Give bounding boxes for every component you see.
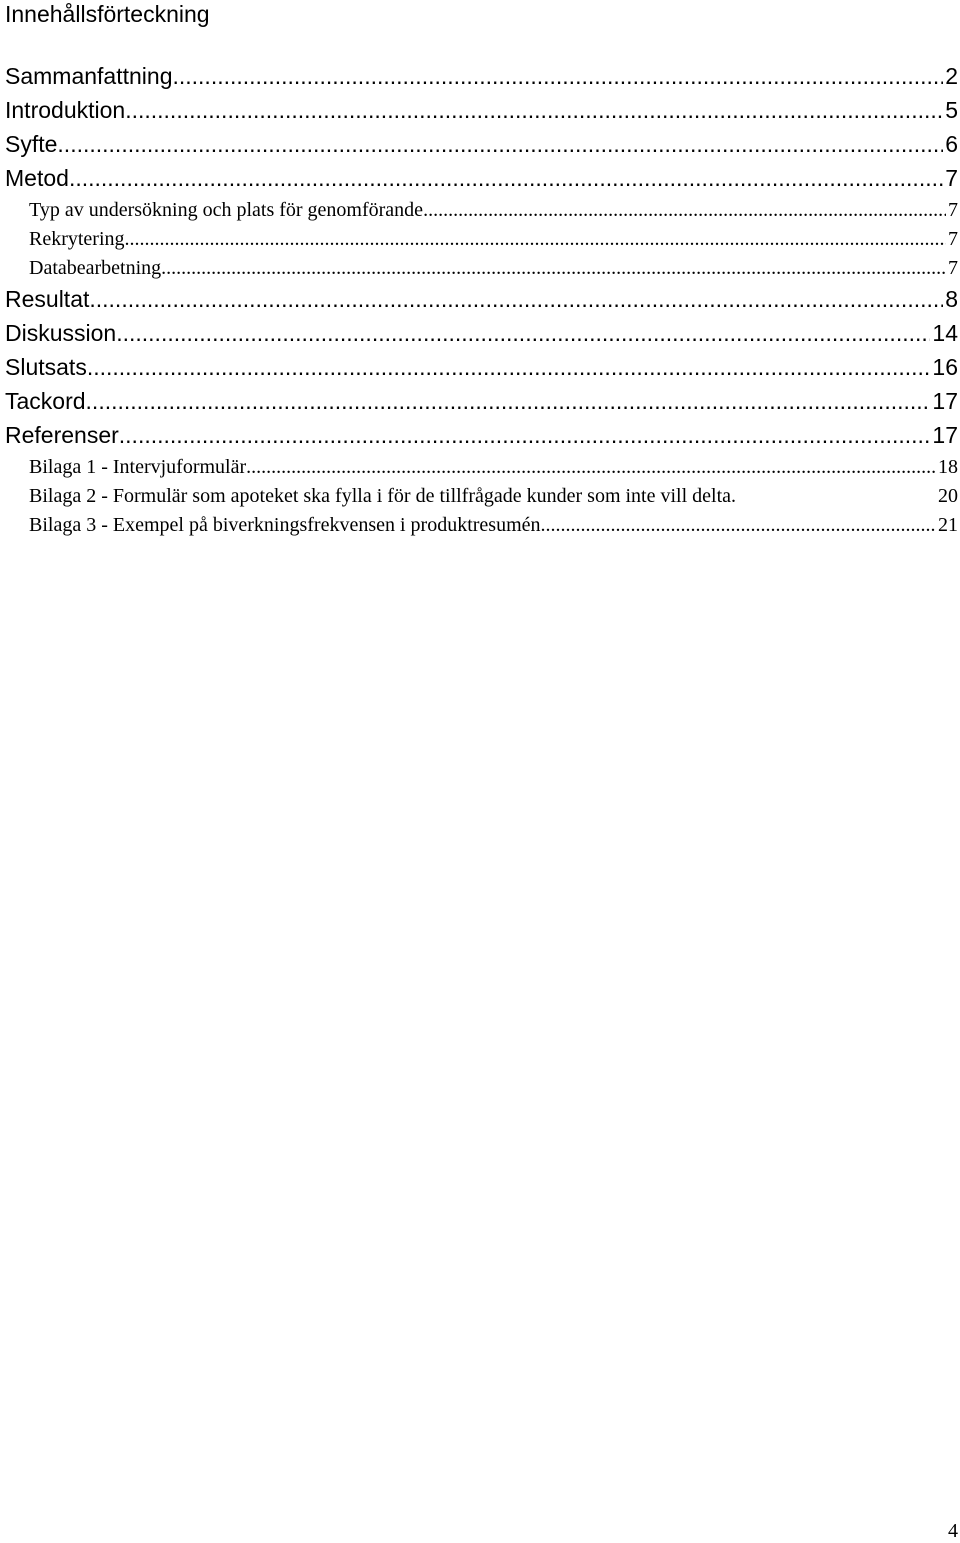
toc-entry-title: Resultat (5, 286, 90, 312)
toc-entry-title: Bilaga 1 - Intervjuformulär (29, 456, 247, 478)
toc-entry-title: Typ av undersökning och plats för genomförande (29, 199, 424, 221)
page-number: 4 (948, 1520, 958, 1542)
toc-entry-page: 17 (932, 388, 958, 414)
toc-entry-introduktion[interactable] (5, 95, 958, 125)
toc-dot-leader (161, 255, 946, 281)
toc-entry-page: 7 (948, 257, 958, 279)
toc-entry-tackord[interactable] (5, 386, 958, 416)
toc-entry-title: Referenser (5, 422, 119, 448)
toc-entry-bilaga-1[interactable] (29, 454, 958, 480)
toc-entry-sammanfattning[interactable] (5, 61, 958, 91)
toc-entry-syfte[interactable] (5, 129, 958, 159)
toc-entry-page: 18 (938, 456, 958, 478)
toc-entry-page: 16 (932, 354, 958, 380)
toc-entry-page: 7 (948, 199, 958, 221)
toc-entry-title: Rekrytering (29, 228, 125, 250)
toc-entry-title: Bilaga 3 - Exempel på biverkningsfrekvensen i produktresumén (29, 514, 541, 536)
toc-entry-title: Sammanfattning (5, 63, 173, 89)
toc-entry-page: 5 (945, 97, 958, 123)
toc-entry-title: Introduktion (5, 97, 126, 123)
toc-dot-leader (541, 512, 936, 538)
toc-dot-leader (89, 284, 943, 314)
toc-dot-leader (69, 163, 943, 193)
toc-entry-page: 20 (938, 485, 958, 507)
toc-dot-leader (119, 420, 931, 450)
toc-entry-bilaga-2[interactable] (29, 483, 958, 509)
toc-entry-title: Slutsats (5, 354, 87, 380)
toc-entry-diskussion[interactable] (5, 318, 958, 348)
toc-entry-page: 7 (948, 228, 958, 250)
toc-entry-title: Syfte (5, 131, 58, 157)
toc-dot-leader (172, 61, 943, 91)
toc-entry-title: Metod (5, 165, 69, 191)
toc-entry-rekrytering[interactable] (29, 226, 958, 252)
toc-entry-title: Databearbetning (29, 257, 162, 279)
toc-entry-bilaga-3[interactable] (29, 512, 958, 538)
toc-dot-leader (116, 318, 930, 348)
toc-dot-leader (125, 226, 946, 252)
toc-dot-leader (423, 197, 946, 223)
toc-entry-page: 21 (938, 514, 958, 536)
toc-entry-page: 8 (945, 286, 958, 312)
toc-entry-databearbetning[interactable] (29, 255, 958, 281)
toc-entry-slutsats[interactable] (5, 352, 958, 382)
toc-dot-leader (246, 454, 936, 480)
toc-entry-page: 6 (945, 131, 958, 157)
toc-entry-title: Tackord (5, 388, 86, 414)
toc-entry-resultat[interactable] (5, 284, 958, 314)
toc-dot-leader (57, 129, 943, 159)
toc-dot-leader (87, 352, 931, 382)
toc-dot-leader (86, 386, 931, 416)
toc-heading: Innehållsförteckning (5, 1, 210, 27)
toc-entry-page: 7 (945, 165, 958, 191)
toc-entry-page: 17 (932, 422, 958, 448)
toc-entry-title: Bilaga 2 - Formulär som apoteket ska fylla i för de tillfrågade kunder som inte vill delta. (29, 485, 737, 507)
toc-entry-metod[interactable] (5, 163, 958, 193)
toc-entry-typ-av-undersokning[interactable] (29, 197, 958, 223)
toc-entry-page: 14 (932, 320, 958, 346)
toc-entry-referenser[interactable] (5, 420, 958, 450)
toc-entry-page: 2 (945, 63, 958, 89)
toc-entry-title: Diskussion (5, 320, 117, 346)
toc-dot-leader (125, 95, 943, 125)
